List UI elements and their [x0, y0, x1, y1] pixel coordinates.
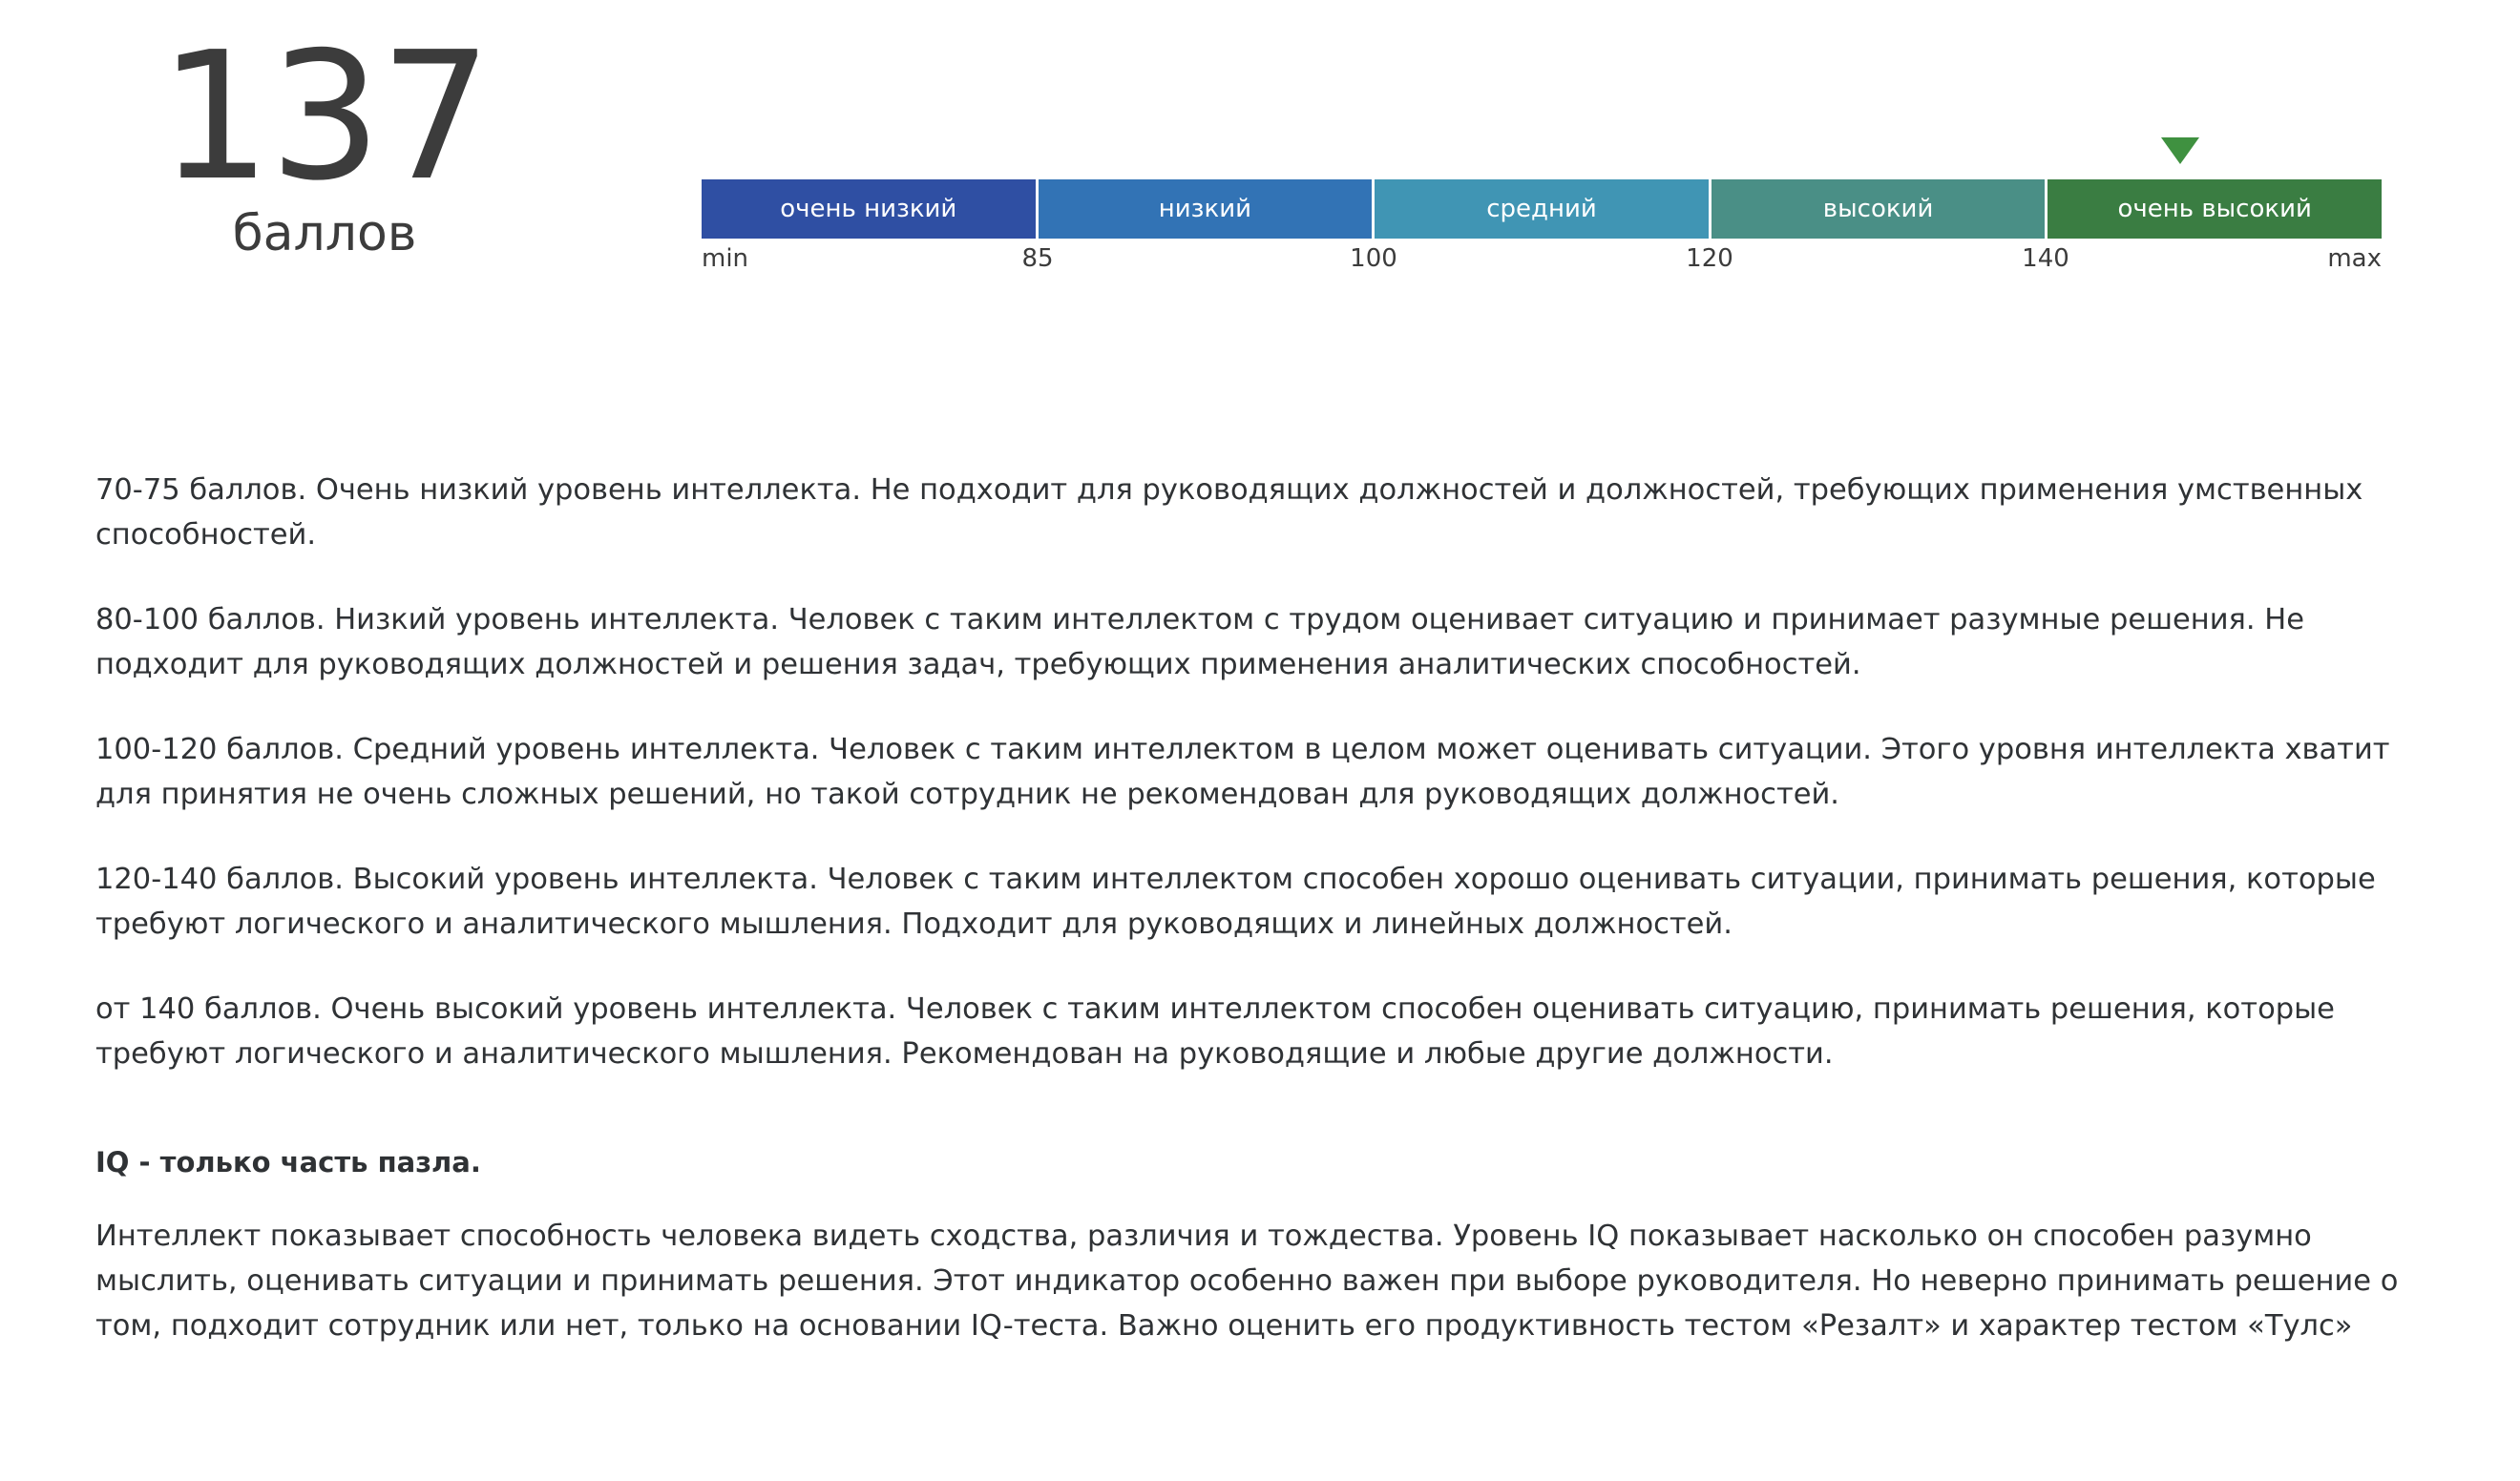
scale-tick-85: 85	[1021, 244, 1054, 273]
scale-segment-medium: средний	[1375, 179, 1712, 239]
description-paragraph: 100-120 баллов. Средний уровень интеллекта. Человек с таким интеллектом в целом может оценивать ситуации. Этого уровня интеллекта хватит для принятия не очень сложных решений, но такой сотрудник не рекомендован для руководящих должностей.	[95, 733, 2390, 811]
scale-segment-high: высокий	[1712, 179, 2048, 239]
section-subheading: IQ - только часть пазла.	[95, 1146, 481, 1179]
scale-tick-min: min	[702, 244, 749, 273]
scale-ticks	[702, 244, 2382, 282]
score-value: 137	[158, 13, 491, 219]
description-paragraph: 70-75 баллов. Очень низкий уровень интеллекта. Не подходит для руководящих должностей и должностей, требующих применения умственных способностей.	[95, 473, 2363, 552]
scale-segment-low: низкий	[1039, 179, 1376, 239]
description-paragraph: от 140 баллов. Очень высокий уровень интеллекта. Человек с таким интеллектом способен оценивать ситуацию, принимать решения, которые требуют логического и аналитического мышления. Рекомендован на руководящие и любые другие должности.	[95, 992, 2335, 1071]
scale-bar	[702, 179, 2382, 239]
score-summary	[0, 0, 2520, 401]
description-paragraph: 120-140 баллов. Высокий уровень интеллекта. Человек с таким интеллектом способен хорошо оценивать ситуации, принимать решения, которые требуют логического и аналитического мышления. Подходит для руководящих и линейных должностей.	[95, 863, 2376, 941]
scale-tick-100: 100	[1350, 244, 1397, 273]
scale-tick-120: 120	[1686, 244, 1733, 273]
scale-segment-very-low: очень низкий	[702, 179, 1039, 239]
closing-paragraph: Интеллект показывает способность человека видеть сходства, различия и тождества. Уровень IQ показывает насколько он способен разумно мыслить, оценивать ситуации и принимать решения. Этот индикатор особенно важен при выборе руководителя. Но неверно принимать решение о том, подходит сотрудник или нет, только на основании IQ-теста. Важно оценить его продуктивность тестом «Резалт» и характер тестом «Тулс»	[95, 1220, 2399, 1343]
scale-segment-very-high: очень высокий	[2048, 179, 2382, 239]
iq-scale	[702, 179, 2382, 273]
description-paragraph: 80-100 баллов. Низкий уровень интеллекта. Человек с таким интеллектом с трудом оценивает ситуацию и принимает разумные решения. Не подходит для руководящих должностей и решения задач, требующих применения аналитических способностей.	[95, 603, 2304, 681]
score-marker-icon	[2161, 137, 2199, 164]
score-unit: баллов	[232, 205, 417, 262]
scale-tick-140: 140	[2022, 244, 2069, 273]
scale-tick-max: max	[2327, 244, 2382, 273]
score-block	[100, 13, 549, 262]
description-section	[95, 468, 2444, 1348]
